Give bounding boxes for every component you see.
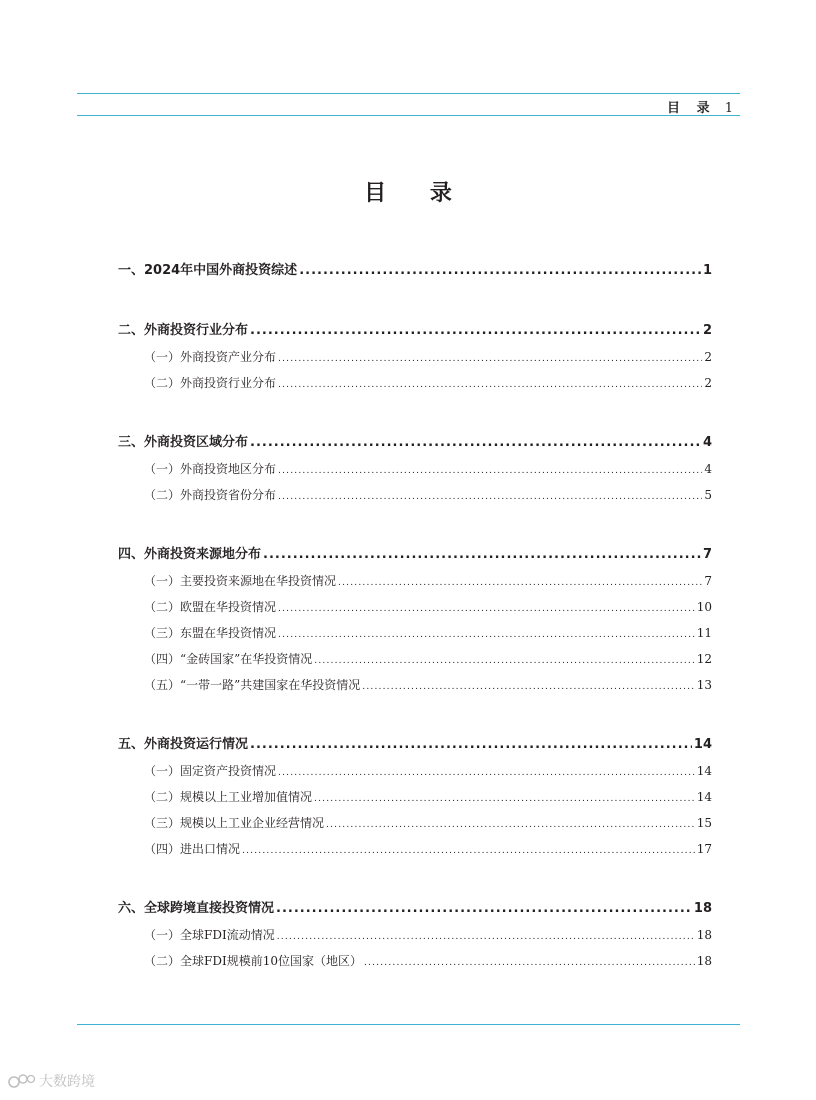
toc-chapter-entry[interactable]: [118, 258, 712, 284]
dot-leader: [278, 622, 695, 648]
toc-entry-label: 六、全球跨境直接投资情况: [118, 901, 275, 916]
toc-entry-label: （二）欧盟在华投资情况: [144, 600, 277, 614]
toc-entry-label: （一）主要投资来源地在华投资情况: [144, 574, 337, 588]
toc-chapter-entry[interactable]: [118, 430, 712, 456]
toc-entry-page-number: 2: [704, 350, 712, 364]
dot-leader: [250, 732, 692, 758]
toc-entry-page-number: 2: [702, 323, 712, 338]
toc-subsection-entry[interactable]: [118, 672, 712, 698]
toc-section: [118, 318, 712, 396]
running-head-title: 目 录: [667, 101, 716, 116]
running-head: [667, 97, 734, 116]
toc-entry-page-number: 18: [693, 901, 712, 916]
section-spacer: [118, 862, 712, 896]
toc-entry-label: （五）“一带一路”共建国家在华投资情况: [144, 678, 361, 692]
dot-leader: [277, 924, 695, 950]
toc-subsection-entry[interactable]: [118, 482, 712, 508]
section-spacer: [118, 698, 712, 732]
toc-subsection-entry[interactable]: [118, 568, 712, 594]
toc-entry-page-number: 18: [696, 928, 712, 942]
dot-leader: [278, 596, 695, 622]
dot-leader: [278, 346, 702, 372]
toc-entry-page-number: 11: [696, 626, 712, 640]
toc-subsection-entry[interactable]: [118, 456, 712, 482]
toc-entry-label: （二）全球FDI规模前10位国家（地区）: [144, 954, 362, 968]
header-rule-top: [77, 93, 740, 94]
toc-entry-label: （三）东盟在华投资情况: [144, 626, 277, 640]
toc-entry-page-number: 14: [696, 764, 712, 778]
dot-leader: [250, 430, 701, 456]
toc-entry-page-number: 10: [696, 600, 712, 614]
toc-entry-label: 二、外商投资行业分布: [118, 323, 249, 338]
toc-section: [118, 732, 712, 862]
brand-logo-icon: [8, 1073, 36, 1089]
toc-chapter-entry[interactable]: [118, 318, 712, 344]
toc-subsection-entry[interactable]: [118, 620, 712, 646]
dot-leader: [278, 458, 702, 484]
toc-entry-label: 一、2024年中国外商投资综述: [118, 263, 298, 278]
toc-section: [118, 430, 712, 508]
footer-rule: [77, 1024, 740, 1025]
dot-leader: [278, 372, 702, 398]
toc-entry-label: （二）规模以上工业增加值情况: [144, 790, 313, 804]
toc-entry-label: （四）“金砖国家”在华投资情况: [144, 652, 313, 666]
dot-leader: [326, 812, 695, 838]
dot-leader: [263, 542, 701, 568]
dot-leader: [338, 570, 702, 596]
toc-chapter-entry[interactable]: [118, 732, 712, 758]
toc-entry-page-number: 2: [704, 376, 712, 390]
toc-entry-page-number: 14: [693, 737, 712, 752]
toc-subsection-entry[interactable]: [118, 758, 712, 784]
dot-leader: [242, 838, 695, 864]
toc-entry-label: （一）固定资产投资情况: [144, 764, 277, 778]
watermark-text: 大数跨境: [39, 1074, 95, 1090]
header-rule-bottom: [77, 115, 740, 116]
dot-leader: [364, 950, 695, 976]
dot-leader: [250, 318, 701, 344]
page-title: 目 录: [364, 180, 470, 206]
toc-subsection-entry[interactable]: [118, 594, 712, 620]
toc-subsection-entry[interactable]: [118, 344, 712, 370]
dot-leader: [276, 896, 692, 922]
toc-entry-page-number: 18: [696, 954, 712, 968]
section-spacer: [118, 508, 712, 542]
toc-entry-page-number: 7: [704, 574, 712, 588]
toc-subsection-entry[interactable]: [118, 810, 712, 836]
toc-entry-page-number: 15: [696, 816, 712, 830]
toc-subsection-entry[interactable]: [118, 646, 712, 672]
dot-leader: [362, 674, 694, 700]
dot-leader: [314, 648, 694, 674]
toc-entry-page-number: 14: [696, 790, 712, 804]
toc-entry-label: （一）全球FDI流动情况: [144, 928, 275, 942]
toc-chapter-entry[interactable]: [118, 896, 712, 922]
toc-entry-label: （四）进出口情况: [144, 842, 241, 856]
toc-subsection-entry[interactable]: [118, 922, 712, 948]
toc-entry-page-number: 7: [702, 547, 712, 562]
watermark: [8, 1071, 95, 1091]
toc-entry-label: （二）外商投资省份分布: [144, 488, 277, 502]
running-head-page-number: 1: [724, 101, 734, 116]
table-of-contents: [118, 258, 712, 974]
section-spacer: [118, 396, 712, 430]
dot-leader: [299, 258, 701, 284]
toc-entry-page-number: 4: [704, 462, 712, 476]
toc-entry-page-number: 4: [702, 435, 712, 450]
toc-entry-label: （一）外商投资地区分布: [144, 462, 277, 476]
toc-subsection-entry[interactable]: [118, 370, 712, 396]
dot-leader: [278, 760, 695, 786]
dot-leader: [314, 786, 695, 812]
toc-subsection-entry[interactable]: [118, 948, 712, 974]
toc-entry-label: 三、外商投资区域分布: [118, 435, 249, 450]
toc-chapter-entry[interactable]: [118, 542, 712, 568]
section-spacer: [118, 284, 712, 318]
toc-entry-page-number: 5: [704, 488, 712, 502]
toc-subsection-entry[interactable]: [118, 784, 712, 810]
toc-subsection-entry[interactable]: [118, 836, 712, 862]
toc-entry-page-number: 17: [696, 842, 712, 856]
toc-section: [118, 542, 712, 698]
toc-entry-page-number: 1: [702, 263, 712, 278]
toc-entry-label: （三）规模以上工业企业经营情况: [144, 816, 325, 830]
toc-section: [118, 896, 712, 974]
toc-section: [118, 258, 712, 284]
toc-entry-page-number: 12: [696, 652, 712, 666]
toc-entry-label: 四、外商投资来源地分布: [118, 547, 262, 562]
toc-entry-label: 五、外商投资运行情况: [118, 737, 249, 752]
toc-entry-label: （二）外商投资行业分布: [144, 376, 277, 390]
toc-entry-label: （一）外商投资产业分布: [144, 350, 277, 364]
toc-entry-page-number: 13: [696, 678, 712, 692]
dot-leader: [278, 484, 702, 510]
